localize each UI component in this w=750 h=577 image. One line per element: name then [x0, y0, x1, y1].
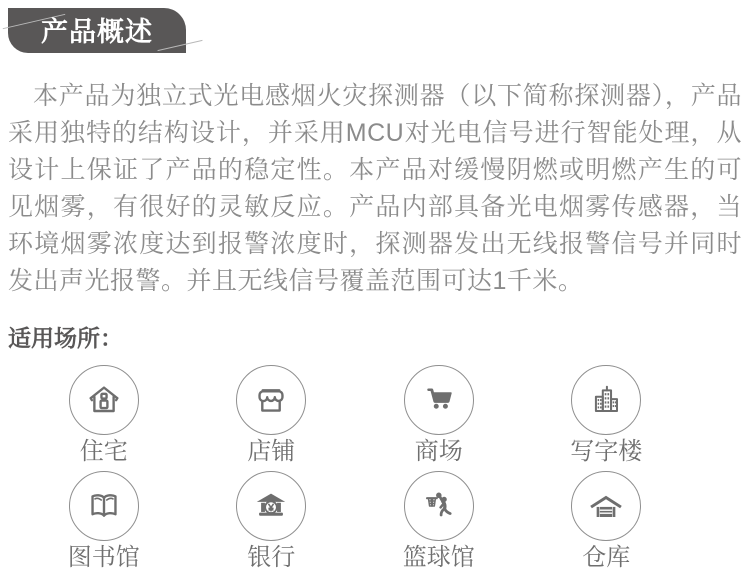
- applicable-places-heading: 适用场所：: [8, 325, 123, 351]
- place-label: 银行: [247, 544, 296, 571]
- place-item-bank: [236, 471, 306, 571]
- place-label: 图书馆: [67, 544, 140, 571]
- banner-fold-line-bottom-right: [157, 40, 202, 51]
- place-label: 商场: [414, 438, 463, 465]
- place-item-basketball-gym: [403, 471, 475, 571]
- place-item-office-building: [570, 365, 642, 465]
- open-book-icon: [69, 471, 139, 541]
- place-label: 写字楼: [570, 438, 643, 465]
- basketball-player-icon: [404, 471, 474, 541]
- place-item-library: [68, 471, 140, 571]
- page-title: 产品概述: [41, 17, 153, 47]
- bank-icon: [236, 471, 306, 541]
- place-item-warehouse: [571, 471, 641, 571]
- warehouse-icon: [571, 471, 641, 541]
- shopping-cart-icon: [404, 365, 474, 435]
- place-label: 仓库: [582, 544, 631, 571]
- place-item-mall: [404, 365, 474, 465]
- place-item-residence: [69, 365, 139, 465]
- house-icon: [69, 365, 139, 435]
- product-overview-paragraph: 本产品为独立式光电感烟火灾探测器（以下简称探测器），产品采用独特的结构设计，并采用MCU对光电信号进行智能处理，从设计上保证了产品的稳定性。本产品对缓慢阴燃或明燃产生的可见烟雾，有很好的灵敏反应。产品内部具备光电烟雾传感器，当环境烟雾浓度达到报警浓度时，探测器发出无线报警信号并同时发出声光报警。并且无线信号覆盖范围可达1千米。: [8, 82, 742, 295]
- office-building-icon: [571, 365, 641, 435]
- place-label: 篮球馆: [402, 544, 475, 571]
- storefront-icon: [236, 365, 306, 435]
- place-label: 住宅: [79, 438, 128, 465]
- applicable-places-grid: [0, 365, 750, 571]
- section-banner: [8, 8, 186, 53]
- place-item-shop: [236, 365, 306, 465]
- place-label: 店铺: [247, 438, 296, 465]
